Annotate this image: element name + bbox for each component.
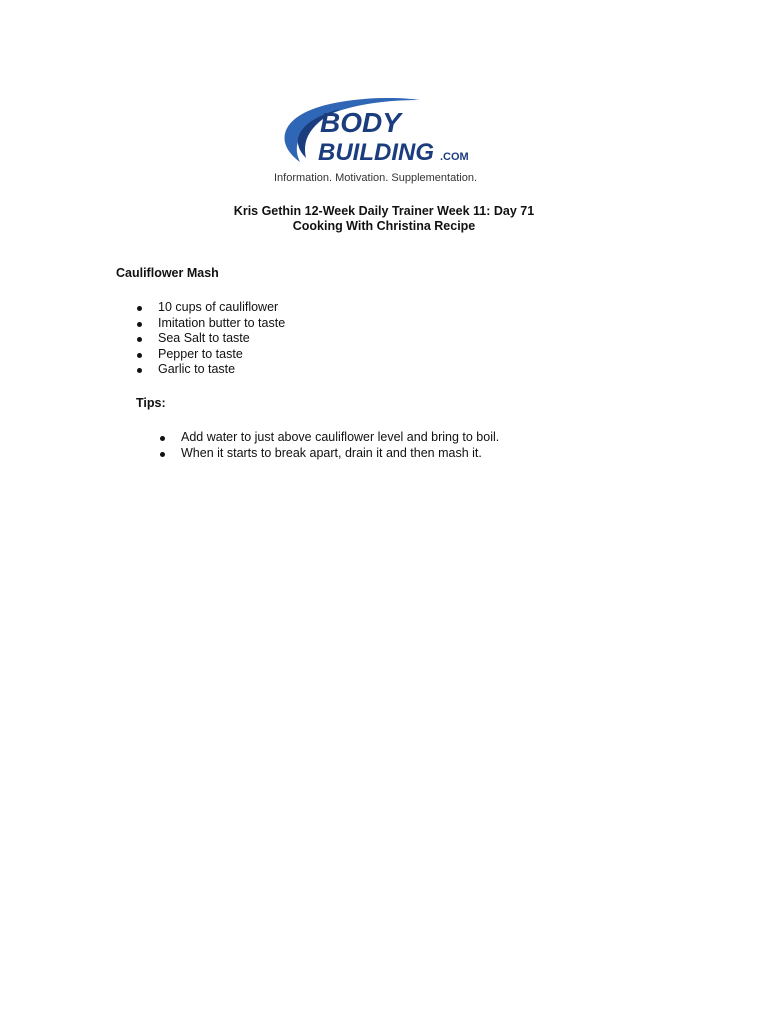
- ingredient-text: Garlic to taste: [158, 362, 236, 377]
- document-title: [0, 204, 768, 234]
- tips-heading: Tips:: [136, 396, 166, 410]
- logo-line2: BUILDING: [318, 139, 434, 166]
- bullet-icon: [137, 353, 142, 358]
- list-item: [181, 430, 499, 446]
- bodybuilding-logo: [270, 92, 510, 188]
- logo-line1: BODY: [320, 107, 401, 138]
- ingredient-list: [158, 300, 285, 378]
- ingredient-text: Sea Salt to taste: [158, 331, 250, 346]
- list-item: [158, 331, 285, 347]
- list-item: [158, 347, 285, 363]
- title-line-1: Kris Gethin 12-Week Daily Trainer Week 11: Day 71: [233, 204, 535, 218]
- logo-suffix: .COM: [440, 151, 469, 163]
- tip-text: Add water to just above cauliflower level and bring to boil.: [181, 430, 500, 444]
- ingredient-text: 10 cups of cauliflower: [158, 300, 279, 314]
- list-item: [158, 300, 285, 316]
- title-line-2: Cooking With Christina Recipe: [292, 219, 476, 233]
- tips-list: [181, 430, 499, 461]
- logo-tagline: Information. Motivation. Supplementation.: [274, 172, 478, 184]
- list-item: [181, 446, 499, 462]
- bullet-icon: [137, 368, 142, 373]
- tip-text: When it starts to break apart, drain it and then mash it.: [181, 445, 482, 460]
- bullet-icon: [160, 452, 165, 457]
- recipe-name: Cauliflower Mash: [116, 266, 219, 280]
- list-item: [158, 362, 285, 378]
- list-item: [158, 316, 285, 332]
- bullet-icon: [137, 337, 142, 342]
- ingredient-text: Imitation butter to taste: [158, 315, 286, 330]
- bullet-icon: [137, 322, 142, 327]
- bullet-icon: [160, 436, 165, 441]
- bullet-icon: [137, 306, 142, 311]
- ingredient-text: Pepper to taste: [158, 346, 243, 361]
